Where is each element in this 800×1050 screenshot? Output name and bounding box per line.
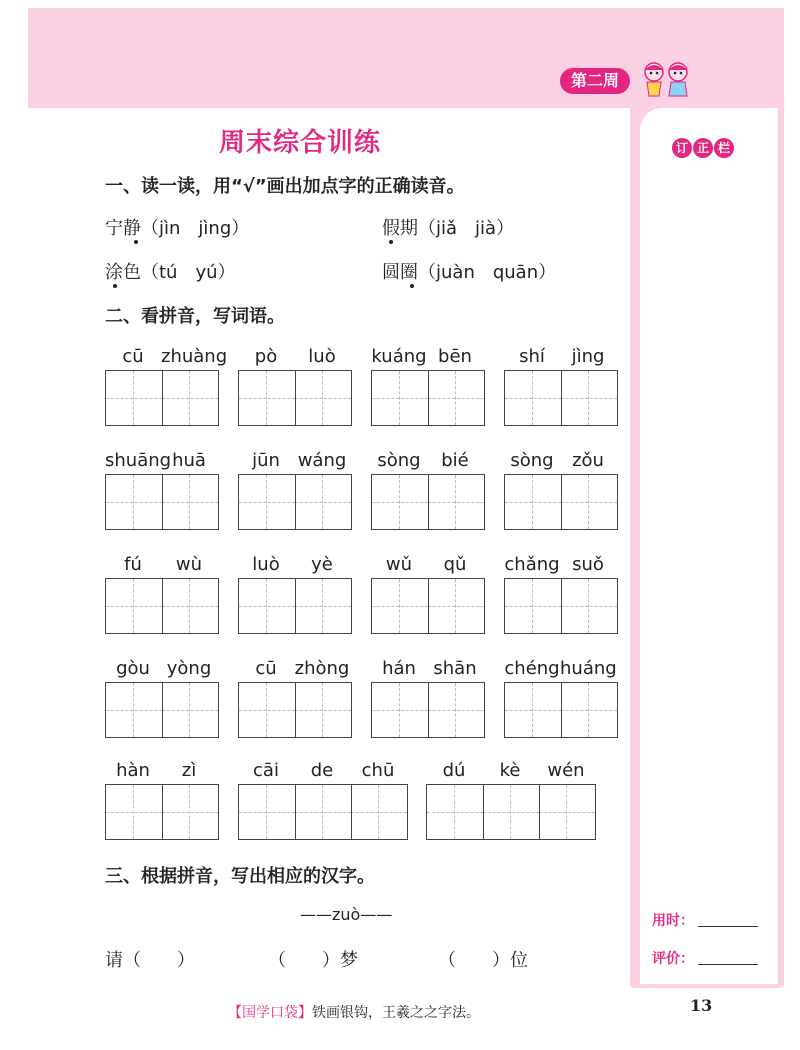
pinyin-syllable: jūn — [252, 450, 280, 471]
writing-cell[interactable] — [372, 579, 428, 633]
pinyin-syllable: wǔ — [385, 554, 413, 575]
writing-box[interactable] — [504, 578, 618, 634]
writing-cell[interactable] — [239, 683, 295, 737]
pinyin-syllable: pò — [254, 346, 278, 367]
page-number: 13 — [690, 996, 713, 1015]
item-options: （juàn quān） — [418, 262, 557, 283]
writing-box[interactable] — [105, 370, 219, 426]
pinyin-syllable: cāi — [253, 760, 279, 781]
writing-cell[interactable] — [428, 475, 484, 529]
writing-cell[interactable] — [372, 475, 428, 529]
rating-label: 评价： — [652, 951, 694, 967]
writing-cell[interactable] — [106, 475, 162, 529]
pinyin-syllable: hàn — [116, 760, 150, 781]
writing-cell[interactable] — [561, 371, 617, 425]
item-options: （jiǎ jià） — [418, 218, 515, 239]
fill-blank-item[interactable]: 请（ ） — [105, 950, 195, 971]
writing-box[interactable] — [504, 474, 618, 530]
pinyin-syllable: chéng — [504, 658, 560, 679]
week-badge: 第二周 — [560, 68, 630, 94]
writing-cell[interactable] — [106, 579, 162, 633]
writing-cell[interactable] — [295, 785, 351, 839]
section-3-heading: 三、根据拼音，写出相应的汉字。 — [105, 866, 375, 887]
writing-cell[interactable] — [295, 371, 351, 425]
writing-cell[interactable] — [106, 371, 162, 425]
writing-cell[interactable] — [561, 579, 617, 633]
writing-cell[interactable] — [239, 785, 295, 839]
writing-cell[interactable] — [162, 579, 218, 633]
pinyin-syllable: yè — [311, 554, 333, 575]
pinyin-syllable: hán — [382, 658, 416, 679]
writing-box[interactable] — [238, 370, 352, 426]
writing-cell[interactable] — [239, 579, 295, 633]
writing-cell[interactable] — [162, 683, 218, 737]
reading-item — [382, 214, 514, 240]
pinyin-syllable: shān — [433, 658, 477, 679]
reading-item — [105, 214, 249, 240]
writing-cell[interactable] — [428, 683, 484, 737]
pinyin-syllable: kè — [499, 760, 521, 781]
writing-box[interactable] — [238, 474, 352, 530]
pinyin-syllable: gòu — [116, 658, 150, 679]
writing-box[interactable] — [238, 682, 352, 738]
writing-cell[interactable] — [372, 683, 428, 737]
time-label: 用时： — [652, 913, 694, 929]
emphasis-dot — [410, 284, 414, 288]
correction-panel — [640, 108, 778, 984]
fill-blank-item[interactable]: （ ）位 — [438, 950, 528, 971]
pinyin-syllable: cū — [255, 658, 277, 679]
reading-item — [105, 258, 236, 284]
writing-box[interactable] — [105, 784, 219, 840]
item-chars: 宁静 — [105, 218, 141, 239]
writing-box[interactable] — [105, 682, 219, 738]
pinyin-syllable: luò — [252, 554, 280, 575]
pinyin-syllable: zì — [181, 760, 197, 781]
correction-char: 订 — [672, 138, 692, 158]
pinyin-syllable: bié — [441, 450, 469, 471]
pinyin-syllable: chū — [361, 760, 395, 781]
writing-cell[interactable] — [239, 475, 295, 529]
pinyin-syllable: cū — [122, 346, 144, 367]
writing-cell[interactable] — [372, 371, 428, 425]
pinyin-syllable: zǒu — [572, 450, 604, 471]
pinyin-syllable: zhuàng — [161, 346, 228, 367]
writing-cell[interactable] — [505, 371, 561, 425]
item-options: （tú yú） — [141, 262, 236, 283]
writing-cell[interactable] — [561, 475, 617, 529]
writing-cell[interactable] — [162, 785, 218, 839]
item-options: （jìn jìng） — [141, 218, 250, 239]
pinyin-syllable: sòng — [510, 450, 554, 471]
writing-box[interactable] — [504, 682, 618, 738]
writing-box[interactable] — [238, 784, 408, 840]
pinyin-syllable: shí — [519, 346, 545, 367]
correction-column-tag — [672, 138, 734, 158]
pinyin-prompt: ——zuò—— — [300, 905, 393, 924]
footer-quote — [228, 1002, 480, 1022]
writing-cell[interactable] — [106, 785, 162, 839]
writing-cell[interactable] — [106, 683, 162, 737]
pinyin-syllable: qǔ — [443, 554, 467, 575]
section-1-heading: 一、读一读，用“√”画出加点字的正确读音。 — [105, 176, 465, 197]
pinyin-syllable: zhòng — [294, 658, 350, 679]
writing-cell[interactable] — [505, 579, 561, 633]
pinyin-syllable: bēn — [438, 346, 472, 367]
writing-cell[interactable] — [483, 785, 539, 839]
pinyin-syllable: huáng — [560, 658, 617, 679]
emphasis-dot — [389, 240, 393, 244]
writing-cell[interactable] — [295, 475, 351, 529]
worksheet-area — [28, 108, 626, 988]
pinyin-syllable: suǒ — [572, 554, 604, 575]
pinyin-syllable: dú — [442, 760, 466, 781]
writing-cell[interactable] — [428, 371, 484, 425]
item-chars: 涂色 — [105, 262, 141, 283]
writing-cell[interactable] — [561, 683, 617, 737]
pinyin-syllable: wù — [175, 554, 203, 575]
pinyin-syllable: sòng — [377, 450, 421, 471]
writing-cell[interactable] — [239, 371, 295, 425]
pinyin-syllable: luò — [308, 346, 336, 367]
pinyin-syllable: yòng — [166, 658, 212, 679]
section-2-heading: 二、看拼音，写词语。 — [105, 306, 285, 327]
time-blank[interactable] — [698, 926, 758, 927]
writing-cell[interactable] — [505, 475, 561, 529]
writing-cell[interactable] — [427, 785, 483, 839]
writing-cell[interactable] — [295, 579, 351, 633]
fill-blank-item[interactable]: （ ）梦 — [268, 950, 358, 971]
writing-box[interactable] — [504, 370, 618, 426]
pinyin-syllable: fú — [124, 554, 142, 575]
emphasis-dot — [113, 284, 117, 288]
pinyin-syllable: wáng — [297, 450, 347, 471]
kids-mascot-icon — [638, 58, 696, 100]
writing-box[interactable] — [426, 784, 596, 840]
correction-char: 正 — [693, 138, 713, 158]
pinyin-syllable: wén — [547, 760, 585, 781]
item-chars: 假期 — [382, 218, 418, 239]
pinyin-syllable: kuáng — [371, 346, 427, 367]
writing-cell[interactable] — [505, 683, 561, 737]
writing-cell[interactable] — [351, 785, 407, 839]
writing-box[interactable] — [371, 578, 485, 634]
pinyin-syllable: huā — [172, 450, 206, 471]
emphasis-dot — [134, 240, 138, 244]
writing-box[interactable] — [371, 474, 485, 530]
pinyin-syllable: de — [310, 760, 334, 781]
writing-cell[interactable] — [295, 683, 351, 737]
writing-box[interactable] — [371, 682, 485, 738]
writing-cell[interactable] — [162, 475, 218, 529]
writing-cell[interactable] — [539, 785, 595, 839]
page-title: 周末综合训练 — [218, 128, 381, 158]
pinyin-syllable: chǎng — [504, 554, 560, 575]
footer-tag: 【国学口袋】 — [228, 1005, 312, 1021]
footer-text: 铁画银钩，王羲之之字法。 — [312, 1005, 480, 1021]
correction-char: 栏 — [714, 138, 734, 158]
reading-item — [382, 258, 556, 284]
writing-cell[interactable] — [428, 579, 484, 633]
writing-box[interactable] — [105, 578, 219, 634]
writing-box[interactable] — [238, 578, 352, 634]
writing-box[interactable] — [371, 370, 485, 426]
item-chars: 圆圈 — [382, 262, 418, 283]
rating-blank[interactable] — [698, 964, 758, 965]
pinyin-syllable: shuāng — [105, 450, 172, 471]
writing-cell[interactable] — [162, 371, 218, 425]
pinyin-syllable: jìng — [571, 346, 605, 367]
writing-box[interactable] — [105, 474, 219, 530]
